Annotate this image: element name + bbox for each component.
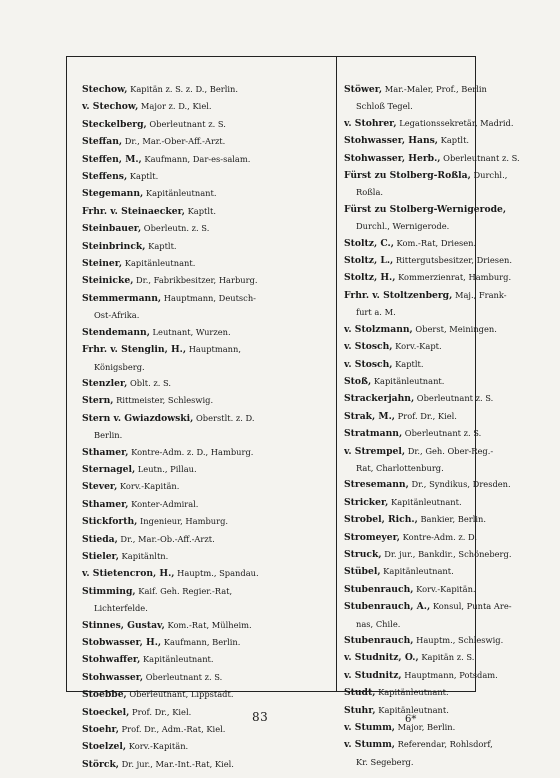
- index-entry: [82, 756, 330, 773]
- index-entry: [344, 511, 532, 528]
- index-entry: [344, 546, 532, 563]
- index-entry: [82, 290, 330, 307]
- entry-details: Kaptlt.: [184, 205, 217, 216]
- index-entry: [82, 617, 330, 634]
- entry-name: Stemmermann,: [82, 292, 162, 304]
- index-entry: [344, 115, 532, 132]
- entry-details: Hauptm., Spandau.: [174, 568, 259, 579]
- index-entry: [82, 600, 330, 616]
- index-entry: [82, 410, 330, 427]
- entry-details: Roßla.: [356, 187, 384, 198]
- entry-details: Dr., Geh. Ober-Reg.-: [405, 445, 494, 456]
- entry-name: Stohwasser, Hans,: [344, 135, 438, 147]
- index-entry: [344, 494, 532, 511]
- index-entry: [344, 373, 532, 390]
- entry-name: Stoeckel,: [82, 706, 130, 718]
- left-column: [82, 81, 330, 773]
- entry-name: Stuhr,: [344, 704, 376, 716]
- index-entry: [344, 736, 532, 753]
- entry-details: Kapitänleutnant.: [371, 375, 445, 386]
- index-entry: [82, 427, 330, 443]
- entry-details: Durchl., Wernigerode.: [356, 221, 450, 232]
- entry-name: Stobwasser, H.,: [82, 637, 162, 648]
- index-entry: [344, 702, 532, 719]
- entry-name: Frhr. v. Stoltzenberg,: [344, 289, 453, 301]
- index-entry: [344, 649, 532, 666]
- index-entry: [344, 443, 532, 460]
- index-entry: [82, 461, 330, 478]
- entry-details: Kaufmann, Berlin.: [161, 637, 241, 647]
- entry-details: Kaptlt.: [392, 358, 424, 369]
- index-entry: [82, 478, 330, 495]
- entry-name: Stickforth,: [82, 516, 138, 528]
- entry-name: Sthamer,: [82, 446, 129, 458]
- entry-details: Kapitänleutnant.: [140, 654, 214, 665]
- index-entry: [344, 338, 532, 355]
- index-entry: [344, 235, 532, 252]
- index-entry: [82, 168, 330, 185]
- index-entry: [344, 632, 532, 649]
- entry-name: Stratmann,: [344, 428, 403, 440]
- entry-details: Schloß Tegel.: [356, 101, 413, 112]
- entry-name: Strobel, Rich.,: [344, 514, 418, 526]
- entry-details: Konsul, Punta Are-: [430, 601, 512, 612]
- entry-name: v. Stosch,: [344, 341, 393, 353]
- index-entry: [344, 581, 532, 598]
- entry-details: Dr. jur., Bankdir., Schöneberg.: [381, 548, 512, 559]
- entry-name: Steinbrinck,: [82, 240, 146, 252]
- entry-details: Durchl.,: [470, 170, 508, 181]
- index-entry: [82, 116, 330, 133]
- index-entry: [344, 476, 532, 493]
- index-entry: [344, 218, 532, 234]
- entry-name: Fürst zu Stolberg-Roßla,: [344, 170, 471, 182]
- entry-details: Ost-Afrika.: [94, 310, 140, 321]
- entry-details: Kom.-Rat, Driesen.: [393, 237, 477, 248]
- entry-name: v. Stumm,: [344, 722, 396, 734]
- entry-name: v. Stechow,: [82, 101, 139, 113]
- index-entry: [344, 150, 532, 167]
- index-entry: [344, 81, 532, 98]
- entry-details: Kom.-Rat, Mülheim.: [164, 619, 252, 630]
- entry-name: Stoelzel,: [82, 741, 127, 753]
- entry-details: Legationssekretär, Madrid.: [396, 117, 514, 128]
- entry-details: Lichterfelde.: [94, 603, 148, 614]
- entry-name: Stubenrauch,: [344, 583, 414, 595]
- entry-details: Oberleutn. z. S.: [141, 223, 210, 234]
- entry-details: Hauptm., Schleswig.: [413, 635, 504, 645]
- entry-name: Stohwasser,: [82, 671, 144, 683]
- index-entry: [82, 324, 330, 341]
- entry-name: Stohwaffer,: [82, 654, 141, 666]
- index-entry: [344, 98, 532, 114]
- index-entry: [82, 185, 330, 202]
- entry-details: Oberst, Meiningen.: [412, 323, 497, 334]
- entry-details: Kaif. Geh. Regier.-Rat,: [135, 585, 233, 596]
- entry-details: Prof. Dr., Kiel.: [395, 410, 457, 421]
- entry-details: Kommerzienrat, Hamburg.: [395, 272, 512, 283]
- entry-name: Stübel,: [344, 566, 381, 578]
- index-entry: [344, 563, 532, 580]
- index-entry: [344, 321, 532, 338]
- entry-name: Steffens,: [82, 171, 128, 183]
- entry-details: Kaufmann, Dar-es-salam.: [141, 153, 251, 164]
- index-entry: [344, 425, 532, 442]
- entry-name: v. Stohrer,: [344, 117, 397, 129]
- entry-details: Dr., Mar.-Ober-Aff.-Arzt.: [122, 136, 226, 147]
- entry-name: Stieler,: [82, 550, 119, 562]
- index-entry: [82, 307, 330, 323]
- entry-details: Referendar, Rohlsdorf,: [395, 739, 493, 750]
- index-entry: [82, 203, 330, 220]
- index-entry: [82, 721, 330, 738]
- index-entry: [82, 98, 330, 115]
- index-entry: [344, 269, 532, 286]
- index-entry: [82, 255, 330, 272]
- entry-name: Frhr. v. Stenglin, H.,: [82, 344, 187, 356]
- entry-name: Fürst zu Stolberg-Wernigerode,: [344, 203, 507, 215]
- index-entry: [344, 754, 532, 770]
- entry-name: Stoebbe,: [82, 689, 127, 701]
- entry-details: Bankier, Berlin.: [417, 514, 487, 525]
- entry-details: Prof. Dr., Adm.-Rat, Kiel.: [118, 724, 226, 735]
- entry-name: Steinicke,: [82, 275, 134, 287]
- entry-name: Steffen, M.,: [82, 153, 142, 165]
- index-entry: [82, 565, 330, 582]
- index-entry: [82, 238, 330, 255]
- entry-details: Hauptmann, Potsdam.: [401, 669, 498, 680]
- entry-name: v. Stolzmann,: [344, 323, 413, 335]
- entry-details: Oberleutnant z. S.: [402, 428, 482, 439]
- entry-name: Stieda,: [82, 533, 118, 545]
- entry-details: Oberleutnant, Lippstadt.: [126, 689, 234, 700]
- entry-details: Kapitänleutnant.: [122, 258, 196, 269]
- entry-name: Steckelberg,: [82, 118, 147, 130]
- entry-name: Stubenrauch, A.,: [344, 601, 431, 613]
- entry-name: Stegemann,: [82, 188, 144, 200]
- entry-details: Rittergutsbesitzer, Driesen.: [393, 255, 512, 266]
- entry-details: Kontre-Adm. z. D., Hamburg.: [128, 446, 254, 457]
- entry-name: Stohwasser, Herb.,: [344, 152, 441, 164]
- index-entry: [82, 496, 330, 513]
- index-entry: [82, 548, 330, 565]
- entry-details: Berlin.: [94, 430, 123, 441]
- index-entry: [82, 531, 330, 548]
- entry-details: Major z. D., Kiel.: [138, 101, 212, 112]
- index-entry: [344, 616, 532, 632]
- entry-details: Kapitänleutnant.: [375, 687, 449, 698]
- index-entry: [344, 684, 532, 701]
- entry-details: Dr., Fabrikbesitzer, Harburg.: [133, 275, 258, 286]
- index-entry: [82, 651, 330, 668]
- entry-details: Konter-Admiral.: [128, 498, 199, 509]
- entry-name: Stubenrauch,: [344, 635, 414, 646]
- index-entry: [82, 272, 330, 289]
- index-entry: [344, 287, 532, 304]
- index-entry: [82, 392, 330, 409]
- entry-details: Kontre-Adm. z. D.: [399, 531, 478, 542]
- entry-name: Studt,: [344, 687, 376, 699]
- entry-details: Prof. Dr., Kiel.: [129, 706, 192, 717]
- entry-details: Kaptlt.: [145, 240, 177, 251]
- entry-name: Stromeyer,: [344, 531, 400, 543]
- entry-name: Struck,: [344, 548, 382, 560]
- entry-name: Stechow,: [82, 84, 128, 95]
- entry-name: Stoß,: [344, 375, 372, 387]
- entry-name: Stimming,: [82, 585, 136, 597]
- index-entry: [82, 133, 330, 150]
- entry-name: Stever,: [82, 481, 118, 493]
- index-entry: [344, 460, 532, 476]
- index-entry: [344, 167, 532, 184]
- index-entry: [82, 686, 330, 703]
- entry-name: Sthamer,: [82, 498, 129, 510]
- index-entry: [82, 220, 330, 237]
- entry-name: Störck,: [82, 758, 120, 770]
- index-entry: [344, 252, 532, 269]
- entry-name: Stern,: [82, 395, 114, 407]
- entry-details: Hauptmann, Deutsch-: [161, 292, 256, 303]
- entry-name: Steffan,: [82, 136, 123, 148]
- index-entry: [344, 304, 532, 320]
- entry-name: v. Stumm,: [344, 739, 396, 751]
- entry-name: Stoltz, H.,: [344, 272, 396, 284]
- index-entry: [82, 704, 330, 721]
- index-entry: [82, 513, 330, 530]
- index-entry: [344, 184, 532, 200]
- entry-details: Kapitänleutnant.: [375, 704, 449, 715]
- entry-details: Mar.-Maler, Prof., Berlin: [382, 84, 487, 94]
- index-entry: [344, 667, 532, 684]
- right-column: [344, 81, 532, 770]
- entry-details: Oberleutnant z. S.: [143, 671, 223, 682]
- entry-details: Dr., Syndikus, Dresden.: [408, 479, 511, 490]
- index-entry: [82, 738, 330, 755]
- index-entry: [344, 408, 532, 425]
- entry-details: nas, Chile.: [356, 618, 401, 629]
- entry-name: v. Stietencron, H.,: [82, 568, 175, 580]
- entry-details: Kapitänleutnant.: [143, 188, 217, 199]
- entry-name: Frhr. v. Steinaecker,: [82, 205, 185, 217]
- index-entry: [82, 634, 330, 651]
- entry-details: Korv.-Kapitän.: [126, 741, 189, 752]
- index-entry: [82, 583, 330, 600]
- entry-details: Oberstlt. z. D.: [193, 412, 255, 423]
- entry-name: Stresemann,: [344, 479, 409, 491]
- entry-name: Stoehr,: [82, 724, 119, 736]
- entry-details: furt a. M.: [356, 307, 396, 318]
- index-entry: [344, 529, 532, 546]
- entry-details: Oberleutnant z. S.: [414, 393, 494, 404]
- entry-name: Steinbauer,: [82, 223, 142, 235]
- entry-name: v. Stosch,: [344, 358, 393, 370]
- entry-name: Strackerjahn,: [344, 393, 415, 405]
- entry-details: Kaptlt.: [127, 171, 159, 182]
- index-entry: [82, 669, 330, 686]
- entry-details: Kaptlt.: [438, 135, 470, 146]
- entry-details: Kr. Segeberg.: [356, 756, 414, 767]
- index-entry: [82, 151, 330, 168]
- entry-details: Hauptmann,: [186, 344, 242, 355]
- entry-details: Korv.-Kapt.: [392, 341, 442, 352]
- entry-details: Oberleutnant z. S.: [146, 118, 226, 129]
- index-entry: [82, 375, 330, 392]
- signature-mark: 6*: [405, 714, 417, 725]
- index-entry: [82, 341, 330, 358]
- index-entry: [82, 444, 330, 461]
- index-entry: [344, 719, 532, 736]
- entry-details: Königsberg.: [94, 361, 145, 372]
- index-entry: [344, 201, 532, 218]
- entry-name: Stricker,: [344, 496, 389, 508]
- index-entry: [82, 81, 330, 98]
- entry-details: Oblt. z. S.: [127, 377, 172, 388]
- entry-details: Ingenieur, Hamburg.: [137, 516, 229, 527]
- entry-name: Sternagel,: [82, 463, 136, 475]
- entry-details: Major, Berlin.: [395, 722, 456, 733]
- entry-name: Stendemann,: [82, 326, 150, 338]
- entry-name: Stern v. Gwiazdowski,: [82, 412, 194, 424]
- index-entry: [344, 390, 532, 407]
- index-entry: [344, 598, 532, 615]
- entry-name: Steiner,: [82, 258, 123, 270]
- entry-details: Rittmeister, Schleswig.: [113, 395, 214, 406]
- entry-details: Leutnant, Wurzen.: [149, 326, 231, 337]
- entry-details: Leutn., Pillau.: [135, 463, 197, 474]
- entry-name: Stoltz, C.,: [344, 237, 394, 249]
- entry-details: Kapitän z. S.: [418, 652, 475, 663]
- entry-details: Rat, Charlottenburg.: [356, 462, 444, 473]
- entry-details: Kapitänltn.: [118, 550, 169, 561]
- entry-details: Kapitänleutnant.: [380, 566, 454, 577]
- entry-name: Stöwer,: [344, 84, 383, 95]
- index-entry: [344, 132, 532, 149]
- entry-details: Oberleutnant z. S.: [440, 152, 520, 163]
- entry-details: Dr. jur., Mar.-Int.-Rat, Kiel.: [119, 758, 234, 769]
- entry-name: Stenzler,: [82, 377, 128, 389]
- index-entry: [82, 359, 330, 375]
- index-entry: [344, 356, 532, 373]
- entry-name: Stinnes, Gustav,: [82, 619, 165, 631]
- entry-name: v. Strempel,: [344, 445, 406, 457]
- page-number: 83: [252, 710, 269, 724]
- entry-details: Kapitänleutnant.: [388, 496, 462, 507]
- column-divider: [336, 57, 337, 691]
- entry-details: Korv.-Kapitän.: [117, 481, 180, 492]
- entry-name: v. Studnitz, O.,: [344, 652, 419, 664]
- entry-details: Maj., Frank-: [452, 289, 507, 300]
- entry-name: Strak, M.,: [344, 410, 396, 422]
- entry-name: v. Studnitz,: [344, 669, 402, 681]
- entry-details: Kapitän z. S. z. D., Berlin.: [127, 84, 238, 94]
- entry-name: Stoltz, L.,: [344, 255, 394, 267]
- entry-details: Dr., Mar.-Ob.-Aff.-Arzt.: [117, 533, 215, 544]
- entry-details: Korv.-Kapitän.: [413, 583, 476, 594]
